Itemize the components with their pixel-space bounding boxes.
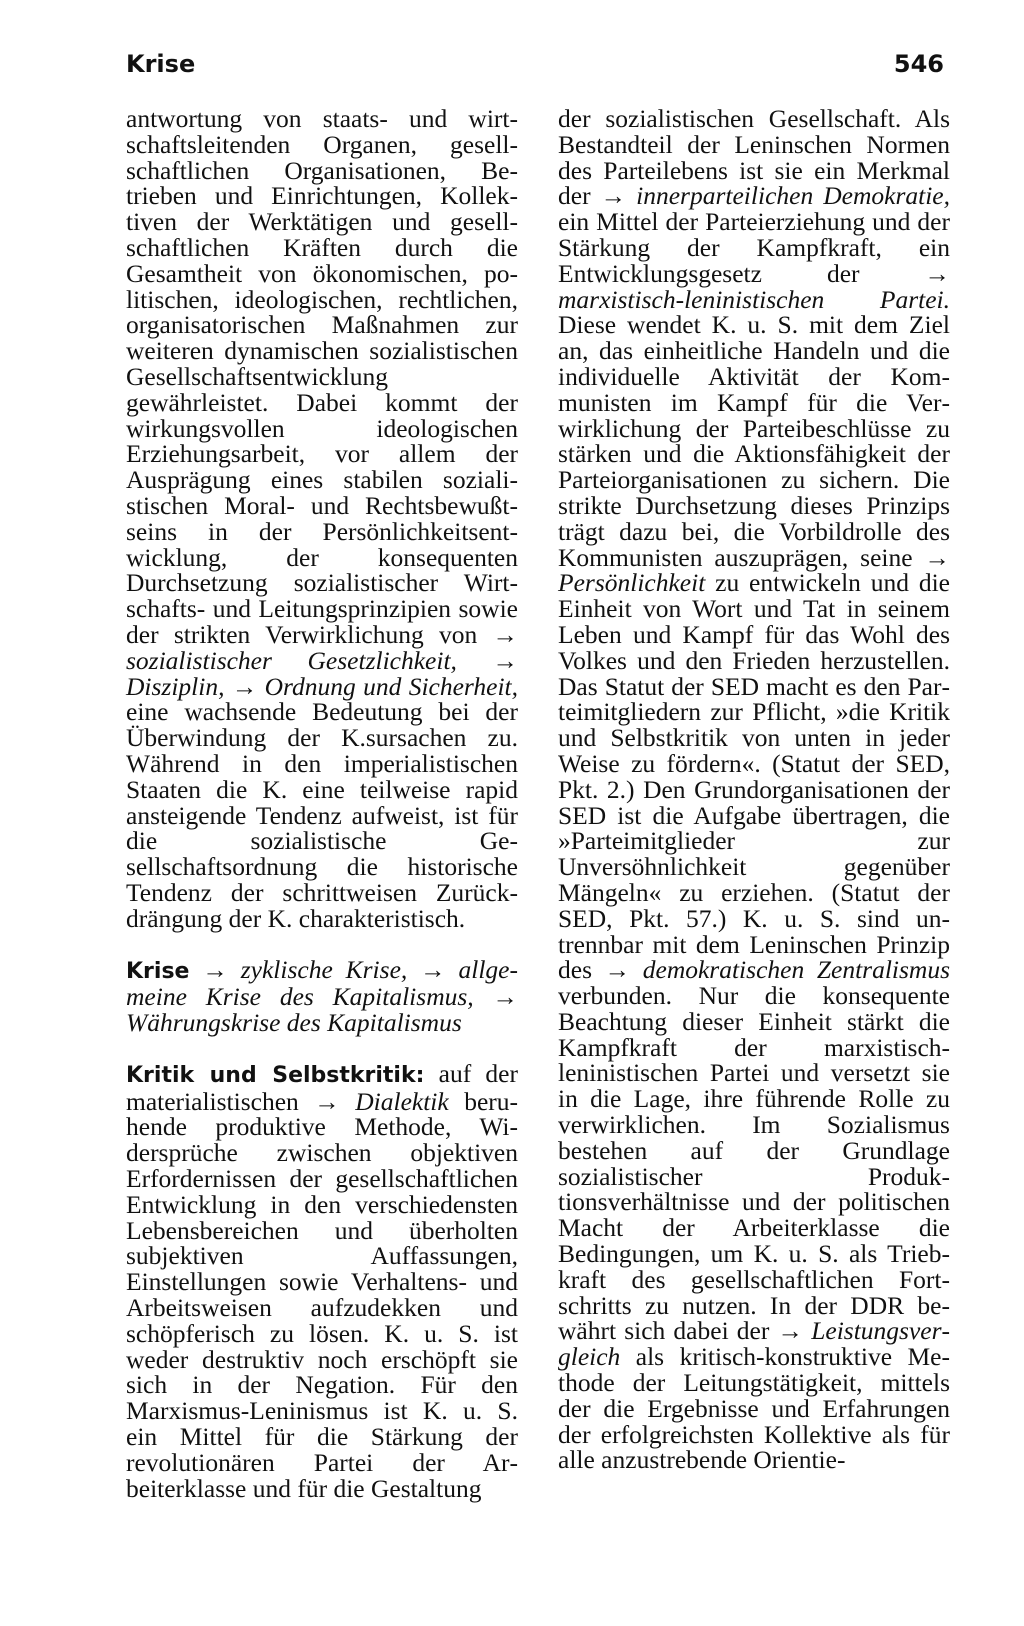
cross-reference-arrow: →	[231, 671, 258, 701]
cross-reference: innerparteilichen Demokratie,	[636, 181, 950, 211]
body-text: als kritisch-konstruktive Methode der Leitungstätigkeit, mittels der die Ergebnisse und Erfahrungen der erfolgreichsten Kollektive als für alle anzustrebende Orientie-	[558, 1342, 950, 1475]
page-header-title: Krise	[126, 50, 196, 78]
cross-reference: allgemeine Krise des Kapitalismus,	[126, 954, 519, 1012]
left-column	[126, 106, 518, 1501]
entry-keyword: Krise	[126, 958, 190, 984]
cross-reference: Persönlichkeit	[558, 568, 706, 598]
body-text: ein Mittel der Parteierziehung und der Stärkung der Kampfkraft, ein Entwicklungsgesetz der	[558, 207, 950, 288]
cross-reference: Leistungsvergleich	[558, 1316, 951, 1372]
cross-reference-arrow: →	[202, 954, 228, 984]
entry-continuation	[126, 106, 518, 932]
cross-reference-arrow: →	[600, 181, 627, 211]
right-column	[558, 106, 950, 1473]
cross-reference-arrow: →	[604, 955, 631, 985]
entry-keyword: Kritik und Selbstkritik:	[126, 1062, 425, 1088]
body-text: auf der materialistischen	[126, 1058, 518, 1116]
cross-reference: Ordnung und Sicherheit,	[264, 671, 518, 701]
page-number: 546	[893, 50, 944, 78]
entry-kritik-und-selbstkritik	[126, 1058, 519, 1503]
cross-reference-arrow: →	[777, 1316, 804, 1346]
cross-reference: Dialektik	[355, 1086, 449, 1116]
cross-reference: Währungskrise des Kapitalismus	[126, 1008, 462, 1038]
cross-reference-arrow: →	[420, 954, 446, 984]
cross-reference: marxistisch-leninistischen Partei.	[558, 284, 950, 314]
body-text: antwortung von staats- und wirtschaftsleitenden Organen, gesellschaftlichen Organisationen, Betrieben und Einrichtungen, Kollektiven der Werktätigen und gesellschaftlichen Kräften durch die Gesamtheit von ökonomischen, politischen, ideologischen, rechtlichen, organisatorischen Maßnahmen zur weiteren dynamischen sozialistischen Gesellschaftsentwicklung gewährleistet. Dabei kommt der wirkungsvollen ideologischen Erziehungsarbeit, vor allem der Ausprägung eines stabilen sozialistischen Moral- und Rechtsbewußtseins in der Persönlichkeitsentwicklung, der konsequenten Durchsetzung sozialistischer Wirtschafts- und Leitungsprinzipien sowie der strikten Verwirklichung von	[126, 104, 518, 649]
cross-reference: demokratischen Zentralismus	[642, 955, 951, 985]
cross-reference-arrow: →	[314, 1086, 340, 1116]
cross-reference: Disziplin,	[126, 671, 225, 701]
entry-krise	[126, 954, 519, 1038]
cross-reference: sozialistischer Gesetzlichkeit,	[126, 645, 457, 675]
body-text: Diese wendet K. u. S. mit dem Ziel an, das einheitliche Handeln und die individuelle Aktivität der Kommunisten im Kampf für die Verwirklichung der Parteibeschlüsse zu stärken und die Aktionsfähigkeit der Parteiorganisationen zu sichern. Die strikte Durchsetzung dieses Prinzips trägt dazu bei, die Vorbildrolle des Kommunisten auszuprägen, seine	[558, 310, 950, 572]
body-text: verbunden. Nur die konsequente Beachtung dieser Einheit stärkt die Kampfkraft der marxistisch-leninistischen Partei und versetzt sie in die Lage, ihre führende Rolle zu verwirklichen. Im Sozialismus bestehen auf der Grundlage sozialistischer Produktionsverhältnisse und der politischen Macht der Arbeiterklasse die Bedingungen, um K. u. S. als Triebkraft des gesellschaftlichen Fortschritts zu nutzen. In der DDR bewährt sich dabei der	[558, 981, 950, 1346]
body-text: der sozialistischen Gesellschaft. Als Bestandteil der Leninschen Normen des Parteilebens ist sie ein Merkmal der	[558, 104, 950, 211]
cross-reference-arrow: →	[492, 645, 518, 675]
cross-reference-arrow: →	[492, 982, 518, 1012]
cross-reference: zyklische Krise,	[240, 954, 408, 984]
body-text: eine wachsende Bedeutung bei der Überwindung der K.sursachen zu. Während in den imperialistischen Staaten die K. eine teilweise rapid ansteigende Tendenz aufweist, ist für die sozialistische Gesellschaftsordnung die historische Tendenz der schrittweisen Zurückdrängung der K. charakteristisch.	[126, 697, 518, 933]
entry-kritik-continuation	[558, 106, 950, 1473]
body-text: zu entwickeln und die Einheit von Wort und Tat in seinem Leben und Kampf für das Wohl des Volkes und den Frieden herzustellen. Das Statut der SED macht es den Parteimitgliedern zur Pflicht, »die Kritik und Selbstkritik von unten in jeder Weise zu fördern«. (Statut der SED, Pkt. 2.) Den Grundorganisationen der SED ist die Aufgabe übertragen, die »Parteimitglieder zur Unversöhnlichkeit gegenüber Mängeln« zu erziehen. (Statut der SED, Pkt. 57.) K. u. S. sind untrennbar mit dem Leninschen Prinzip des	[558, 568, 950, 985]
body-text: beruhende produktive Methode, Widersprüche zwischen objektiven Erfordernissen der gesellschaftlichen Entwicklung in den verschiedensten Lebensbereichen und überholten subjektiven Auffassungen, Einstellungen sowie Verhaltens- und Arbeitsweisen aufzudekken und schöpferisch zu lösen. K. u. S. ist weder destruktiv noch erschöpft sie sich in der Negation. Für den Marxismus-Leninismus ist K. u. S. ein Mittel für die Stärkung der revolutionären Partei der Arbeiterklasse und für die Gestaltung	[126, 1086, 519, 1503]
cross-reference-arrow: →	[492, 619, 519, 649]
running-head	[126, 50, 944, 78]
cross-reference-arrow: →	[924, 542, 951, 572]
cross-reference-arrow: →	[924, 258, 951, 288]
